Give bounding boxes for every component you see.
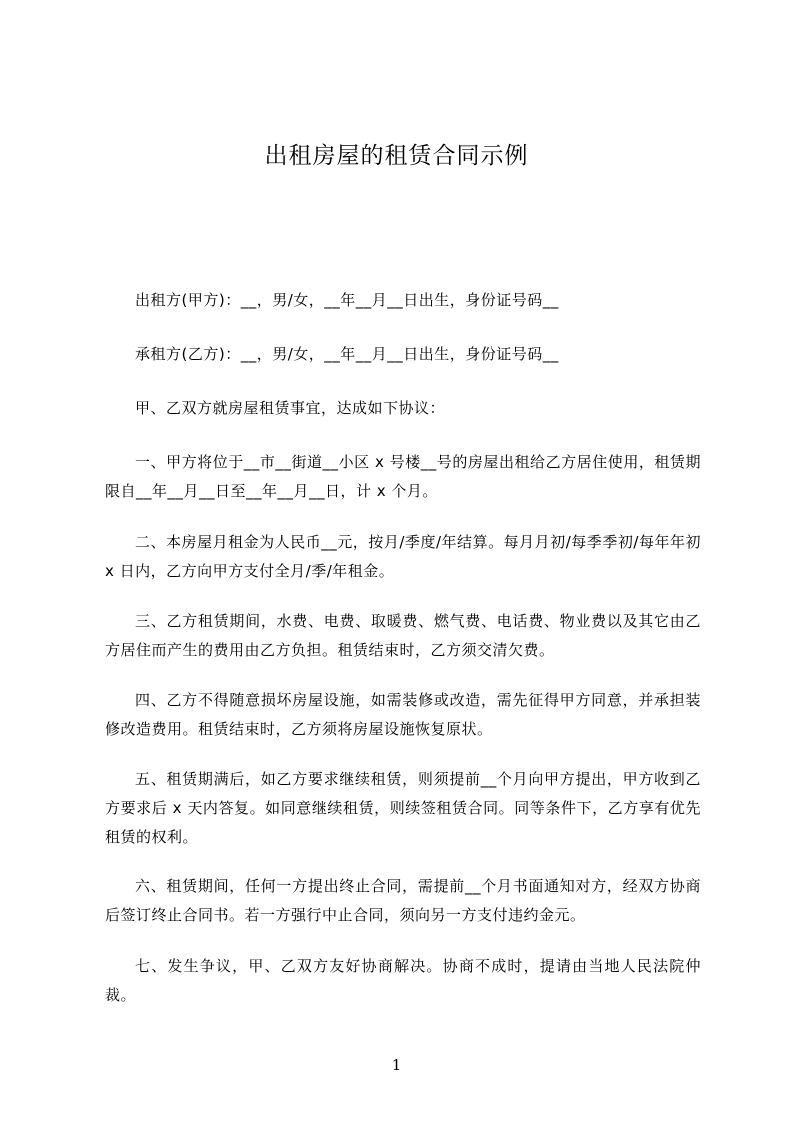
clause-2-paragraph: 二、本房屋月租金为人民币__元，按月/季度/年结算。每月月初/每季季初/每年年初 x 日内，乙方向甲方支付全月/季/年租金。: [105, 533, 701, 580]
clause-3-paragraph: 三、乙方租赁期间，水费、电费、取暖费、燃气费、电话费、物业费以及其它由乙方居住而产生的费用由乙方负担。租赁结束时，乙方须交清欠费。: [105, 612, 701, 659]
clause-4-paragraph: 四、乙方不得随意损坏房屋设施，如需装修或改造，需先征得甲方同意，并承担装修改造费用。租赁结束时，乙方须将房屋设施恢复原状。: [105, 691, 701, 738]
clause-5-paragraph: 五、租赁期满后，如乙方要求继续租赁，则须提前__个月向甲方提出，甲方收到乙方要求后 x 天内答复。如同意继续租赁，则续签租赁合同。同等条件下，乙方享有优先租赁的权利。: [105, 770, 701, 846]
document-title: 出租房屋的租赁合同示例: [264, 143, 529, 169]
page-number: 1: [391, 1056, 402, 1074]
agreement-intro-paragraph: 甲、乙双方就房屋租赁事宜，达成如下协议：: [135, 399, 446, 417]
clause-7-paragraph: 七、发生争议，甲、乙双方友好协商解决。协商不成时，提请由当地人民法院仲裁。: [105, 957, 701, 1004]
clause-1-paragraph: 一、甲方将位于__市__街道__小区 x 号楼__号的房屋出租给乙方居住使用，租赁期限自__年__月__日至__年__月__日，计 x 个月。: [105, 453, 701, 500]
clause-6-paragraph: 六、租赁期间，任何一方提出终止合同，需提前__个月书面通知对方，经双方协商后签订终止合同书。若一方强行中止合同，须向另一方支付违约金元。: [105, 877, 701, 924]
lessor-info-paragraph: 出租方(甲方)：__，男/女，__年__月__日出生，身份证号码__: [135, 291, 559, 309]
lessee-info-paragraph: 承租方(乙方)：__，男/女，__年__月__日出生，身份证号码__: [135, 345, 559, 363]
